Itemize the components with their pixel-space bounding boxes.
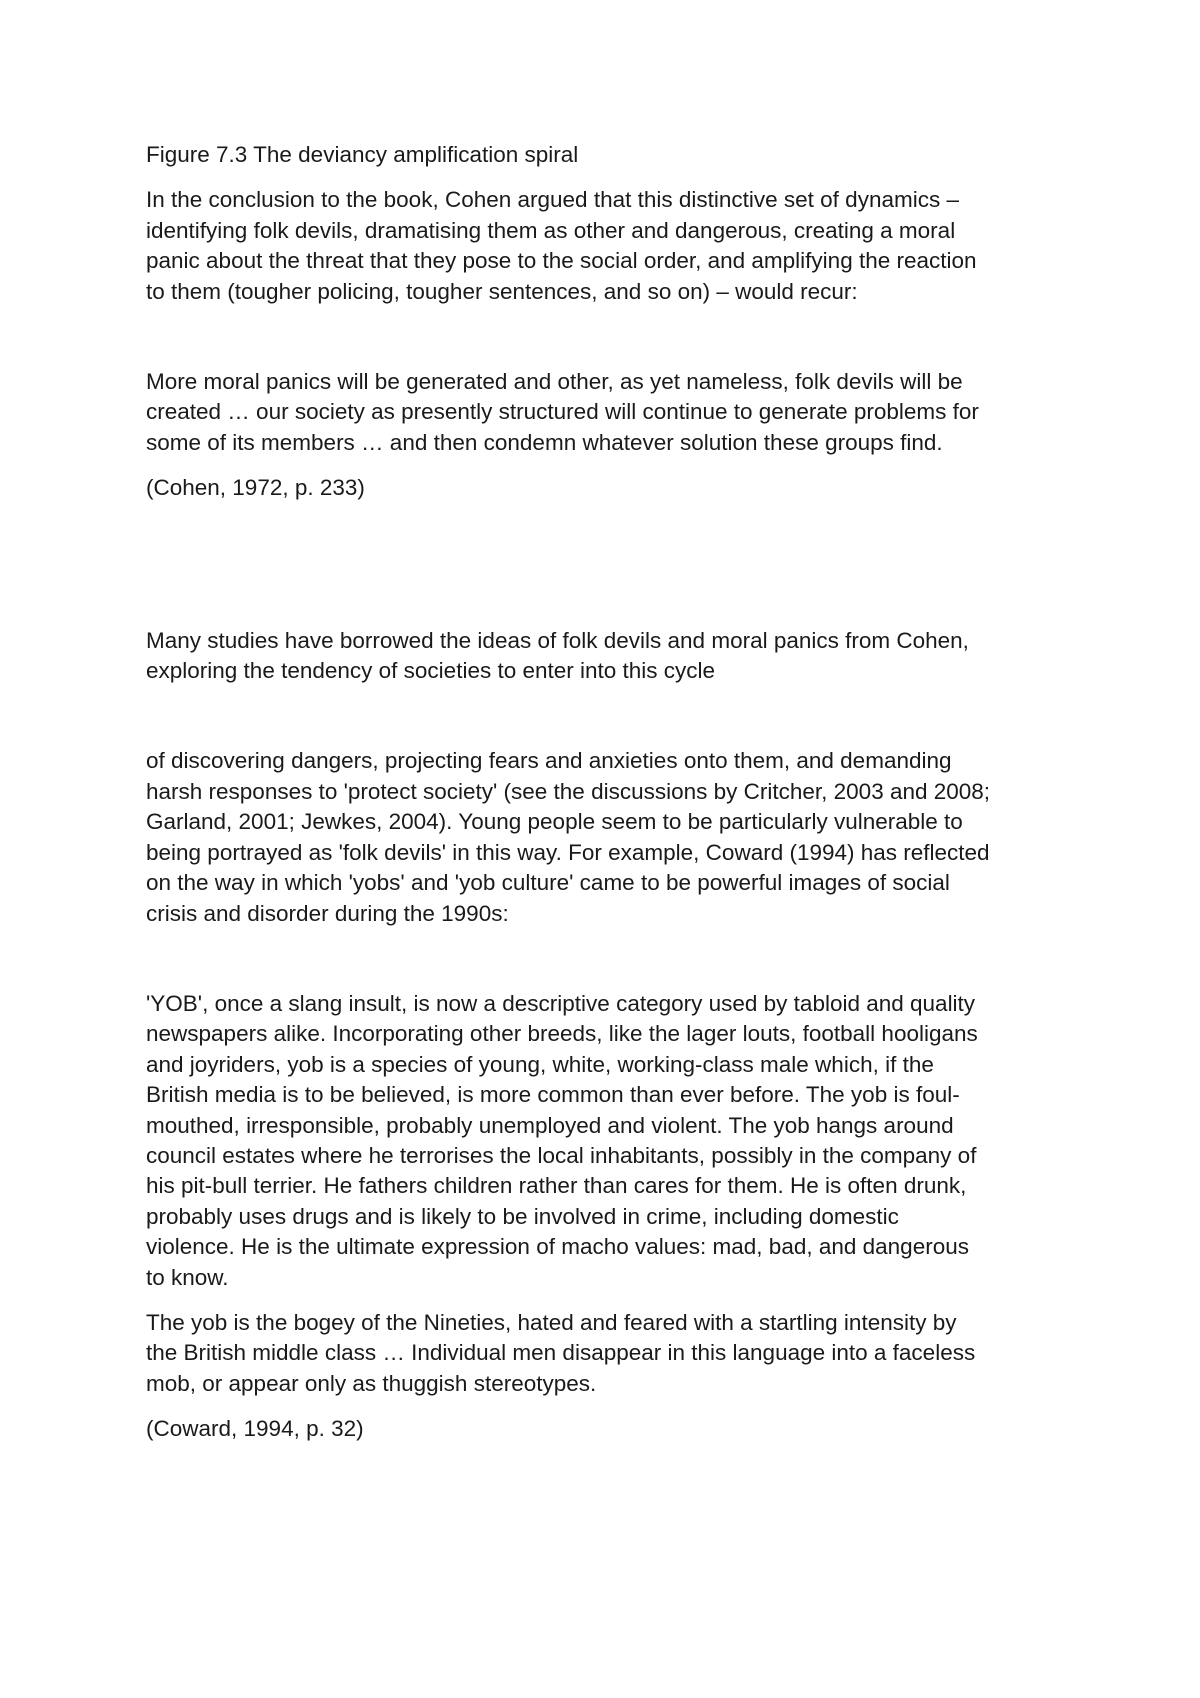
citation-coward: (Coward, 1994, p. 32) (146, 1416, 364, 1442)
figure-caption: Figure 7.3 The deviancy amplification spiral (146, 142, 579, 167)
paragraph-many-studies: Many studies have borrowed the ideas of folk devils and moral panics from Cohen, exploring the tendency of societies to enter into this cycle (146, 627, 969, 684)
citation-cohen: (Cohen, 1972, p. 233) (146, 475, 365, 501)
block-quote-cohen: More moral panics will be generated and other, as yet nameless, folk devils will be created … our society as presently structured will continue to generate problems for some of its members … and then condemn whatever solution these groups find. (146, 369, 979, 455)
block-quote-coward-part-1: 'YOB', once a slang insult, is now a descriptive category used by tabloid and quality newspapers alike. Incorporating other breeds, like the lager louts, football hooligans and joyriders, yob is a species of young, white, working-class male which, if the British media is to be believed, is more common than ever before. The yob is foul- mouthed, irresponsible, probably unemployed and violent. The yob hangs around council estates where he terrorises the local inhabitants, possibly in the company of his pit-bull terrier. He fathers children rather than cares for them. He is often drunk, probably uses drugs and is likely to be involved in crime, including domestic violence. He is the ultimate expression of macho values: mad, bad, and dangerous to know. (146, 990, 978, 1290)
paragraph-cohen-conclusion: In the conclusion to the book, Cohen argued that this distinctive set of dynamics – identifying folk devils, dramatising them as other and dangerous, creating a moral panic about the threat that they pose to the social order, and amplifying the reaction to them (tougher policing, tougher sentences, and so on) – would recur: (146, 187, 977, 304)
spacer (146, 307, 1076, 367)
spacer (146, 929, 1076, 989)
spacer (146, 686, 1076, 746)
block-quote-coward-part-2: The yob is the bogey of the Nineties, hated and feared with a startling intensity by the British middle class … Individual men disappear in this language into a faceless mob, or appear only as thuggish stereotypes. (146, 1309, 976, 1396)
paragraph-discovering-dangers: of discovering dangers, projecting fears and anxieties onto them, and demanding harsh responses to 'protect society' (see the discussions by Critcher, 2003 and 2008; Garland, 2001; Jewkes, 2004). Young people seem to be particularly vulnerable to being portrayed as 'folk devils' in this way. For example, Coward (1994) has reflected on the way in which 'yobs' and 'yob culture' came to be powerful images of social crisis and disorder during the 1990s: (146, 748, 991, 926)
spacer (146, 504, 1076, 626)
page-content (146, 140, 1076, 1445)
